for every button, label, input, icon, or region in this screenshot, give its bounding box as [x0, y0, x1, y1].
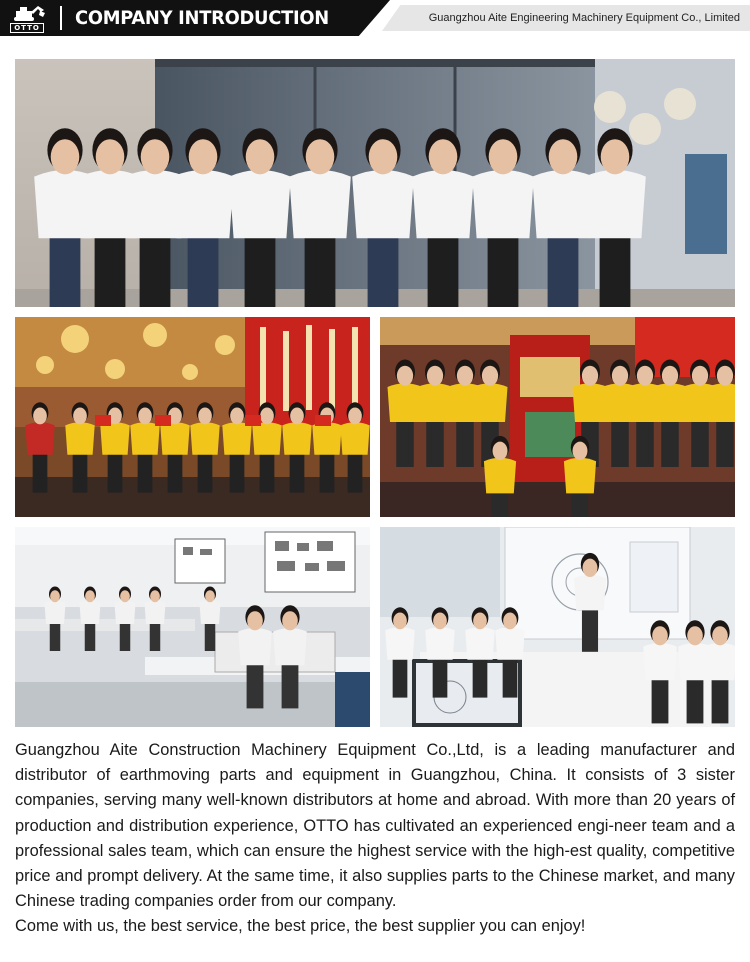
red-flag-icon	[155, 415, 171, 426]
excavator-icon	[7, 4, 47, 22]
celebration-photo-red-banners	[15, 317, 370, 517]
event-red-illustration	[15, 317, 370, 517]
logo-text: OTTO	[10, 23, 44, 33]
company-name: Guangzhou Aite Engineering Machinery Equipment Co., Limited	[428, 12, 740, 24]
otto-logo	[4, 3, 50, 33]
red-flag-icon	[95, 415, 111, 426]
team-group-photo	[15, 59, 735, 307]
office-photo	[15, 527, 370, 727]
team-photo-illustration	[15, 59, 735, 307]
training-photo	[380, 527, 735, 727]
training-illustration	[380, 527, 735, 727]
office-illustration	[15, 527, 370, 727]
header-banner	[0, 0, 750, 36]
header-divider	[60, 6, 62, 30]
red-flag-icon	[245, 415, 261, 426]
intro-paragraph	[15, 738, 735, 914]
celebration-photo-yellow-shirts	[380, 317, 735, 517]
intro-text: Guangzhou Aite Construction Machinery Equipment Co.,Ltd, is a leading manufacturer and distributor of earthmoving parts and equipment in Guangzhou, China. It consists of 3 sister companies, serving many well-known distributors at home and abroad. With more than 20 years of production and distribution experience, OTTO has cultivated an experienced engi-neer team and a professional sales team, which can ensure the highest service with the high-est quality, competitive price and prompt delivery. At the same time, it also supplies parts to the Chinese market, and many Chinese trading companies order from our company.	[15, 741, 735, 911]
page-title: COMPANY INTRODUCTION	[75, 7, 329, 29]
red-flag-icon	[315, 415, 331, 426]
event-yellow-illustration	[380, 317, 735, 517]
closing-line: Come with us, the best service, the best price, the best supplier you can enjoy!	[15, 917, 586, 935]
